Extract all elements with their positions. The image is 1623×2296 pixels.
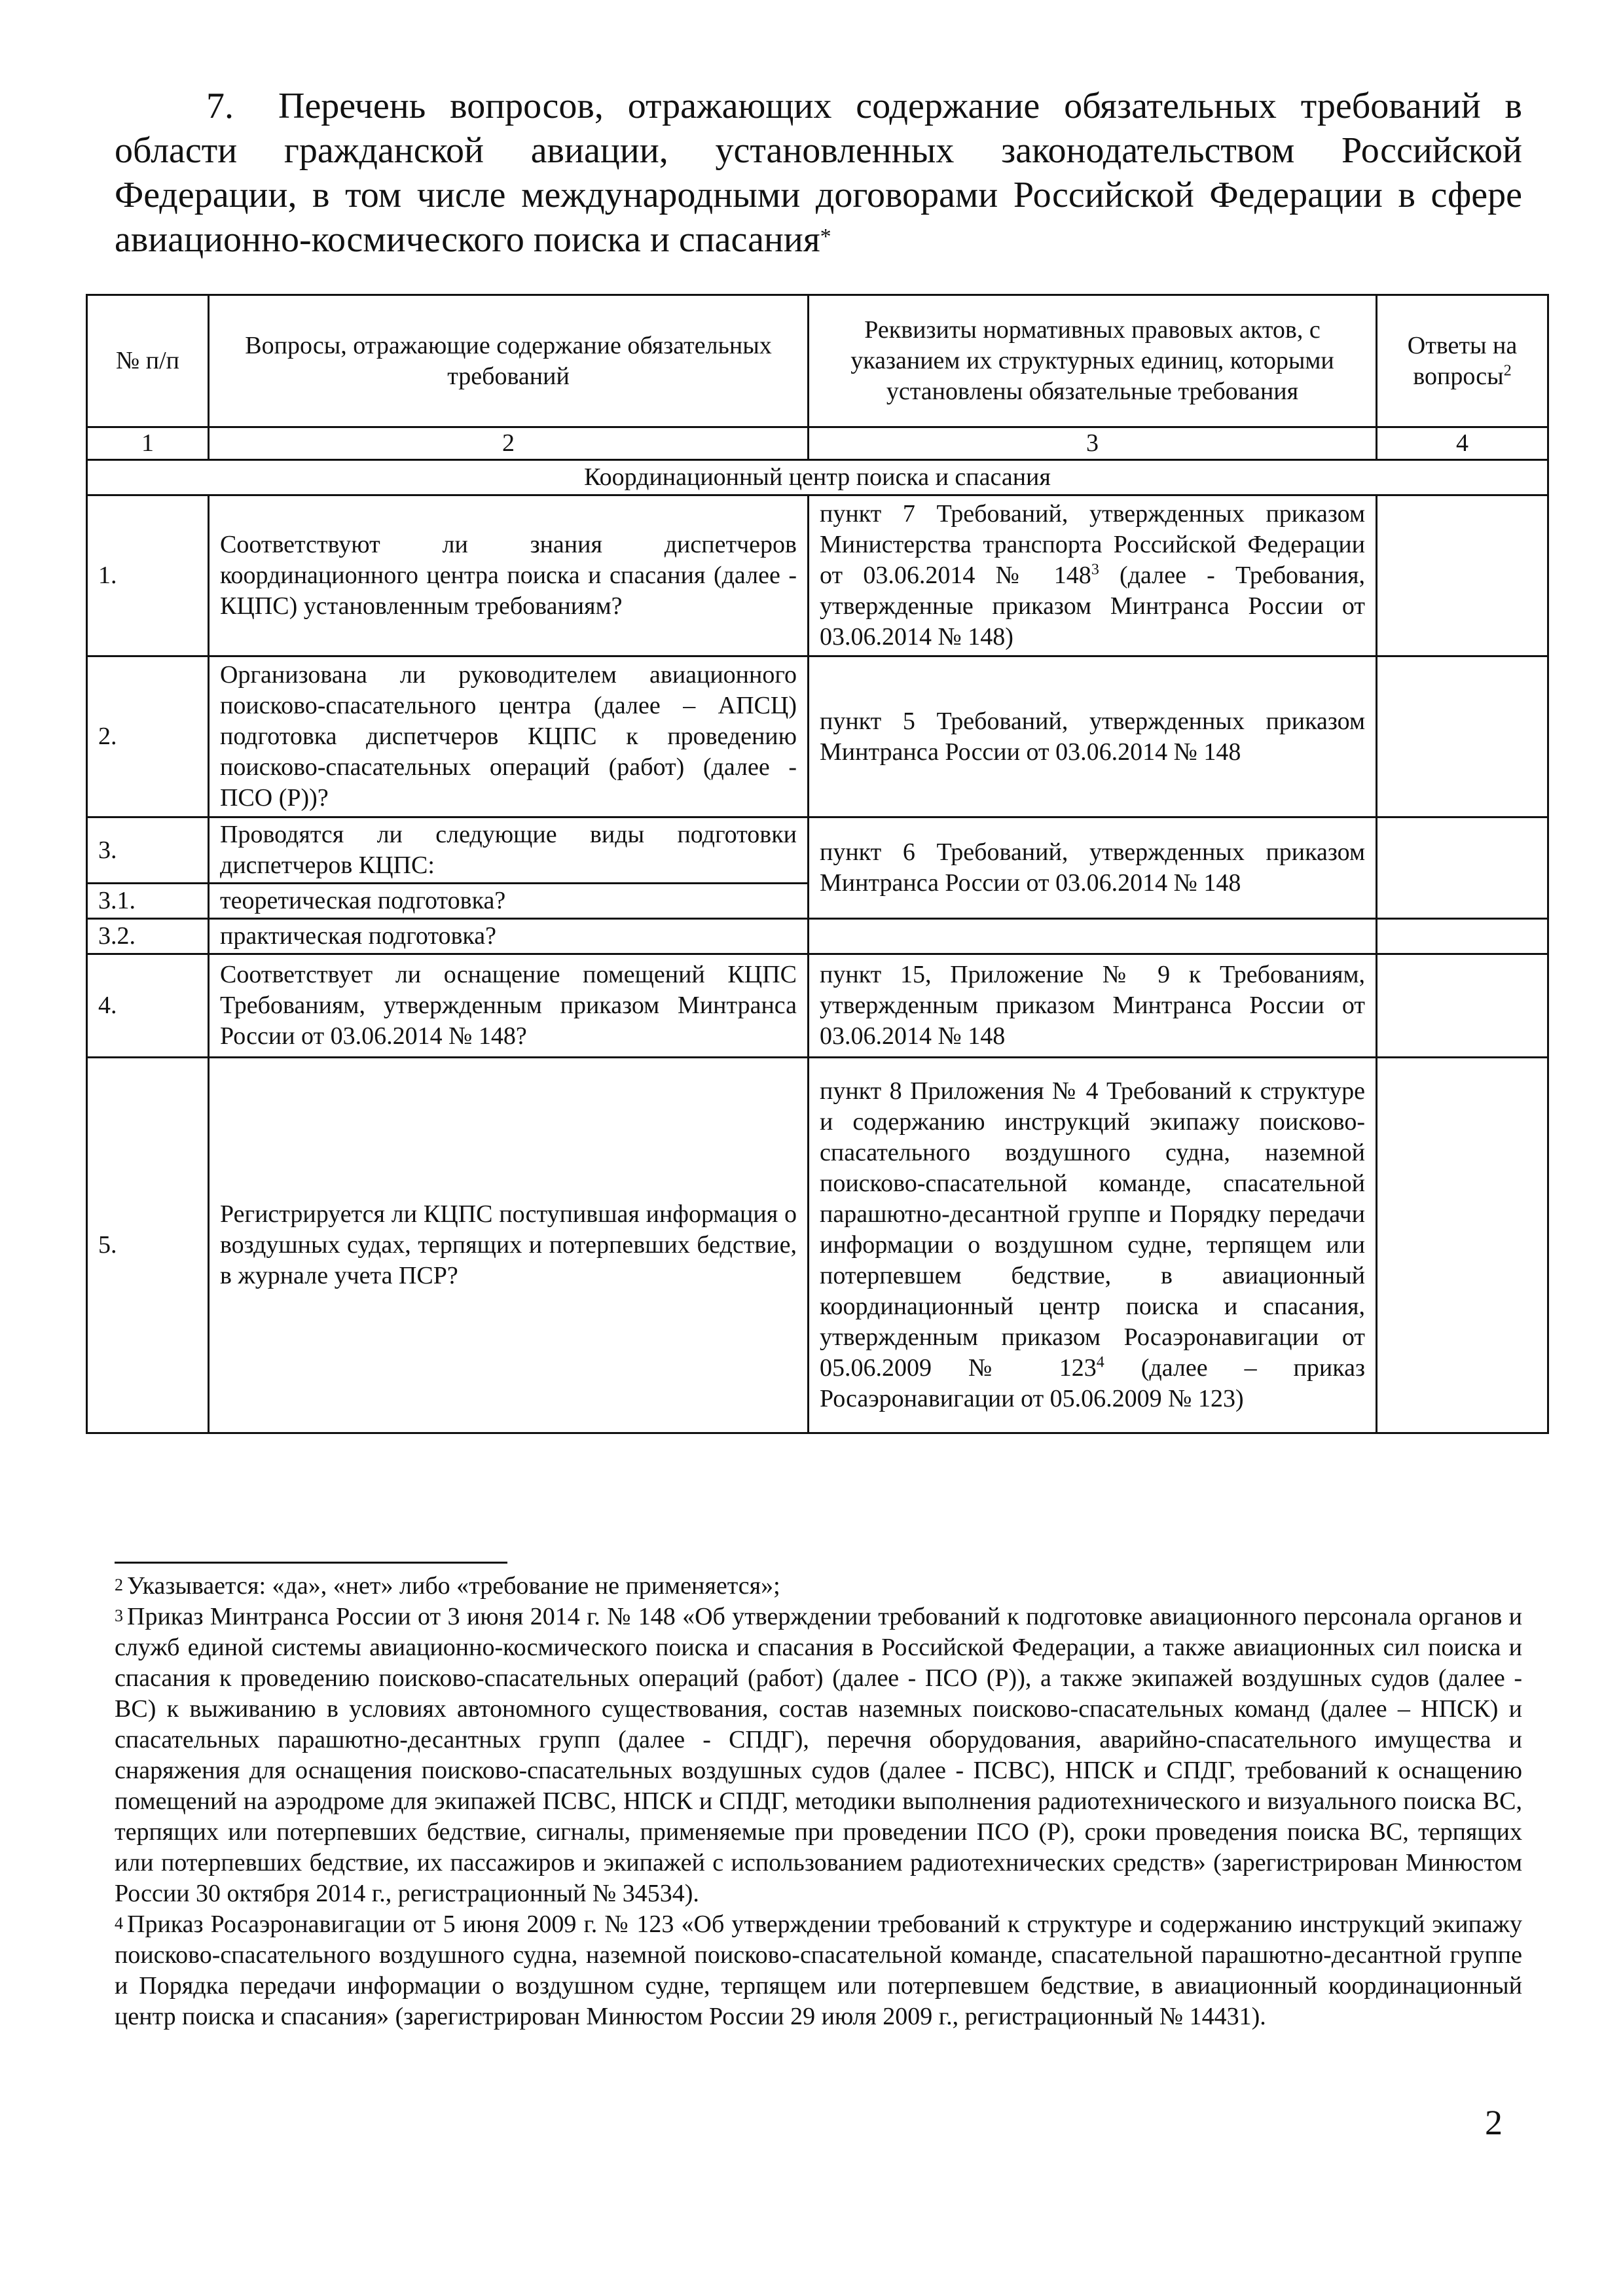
- footnote-ref: 3: [1091, 561, 1099, 579]
- header-answers: [1377, 295, 1548, 427]
- row-number: 3.1.: [87, 884, 209, 919]
- footnote-divider: [115, 1562, 507, 1564]
- row-question: теоретическая подготовка?: [209, 884, 809, 919]
- footnote-text: Приказ Росаэронавигации от 5 июня 2009 г. № 123 «Об утверждении требований к структуре и содержанию инструкций экипажу поисково-спасательного воздушного судна, наземной поисково-спасательной команде, спасательной парашютно-десантной группе и Порядка передачи информации о воздушном судне, терпящем или потерпевшем бедствие, в авиационный координационный центр поиска и спасания» (зарегистрирован Минюстом России 29 июля 2009 г., регистрационный № 14431).: [115, 1910, 1522, 2030]
- row-answer: [1377, 495, 1548, 656]
- header-references: Реквизиты нормативных правовых актов, с указанием их структурных единиц, которыми установлены обязательные требования: [809, 295, 1377, 427]
- section-row: [87, 460, 1548, 495]
- row-reference-text: пункт 7 Требований, утвержденных приказом Министерства транспорта Российской Федерации от 03.06.2014 № 148: [820, 500, 1365, 589]
- header-answers-sup: 2: [1503, 361, 1512, 379]
- row-question: Соответствует ли оснащение помещений КЦПС Требованиям, утвержденным приказом Минтранса России от 03.06.2014 № 148?: [209, 954, 809, 1058]
- table-row: [87, 656, 1548, 817]
- row-question: Организована ли руководителем авиационного поисково-спасательного центра (далее – АПСЦ) подготовка диспетчеров КЦПС к проведению поисково-спасательных операций (работ) (далее - ПСО (Р))?: [209, 656, 809, 817]
- row-number: 3.2.: [87, 919, 209, 954]
- column-number: 2: [209, 427, 809, 460]
- page-number: 2: [1485, 2103, 1503, 2142]
- table-header-row: [87, 295, 1548, 427]
- footnote-mark: 2: [115, 1575, 123, 1594]
- footnote-text: Указывается: «да», «нет» либо «требование не применяется»;: [127, 1572, 780, 1600]
- section-heading: [115, 84, 1522, 262]
- table-row: [87, 954, 1548, 1058]
- row-answer: [1377, 954, 1548, 1058]
- heading-text: Перечень вопросов, отражающих содержание обязательных требований в области гражданской авиации, установленных законодательством Российской Федерации, в том числе международными договорами Российской Федерации в сфере авиационно-космического поиска и спасания: [115, 86, 1522, 260]
- row-number: 1.: [87, 495, 209, 656]
- column-number: 4: [1377, 427, 1548, 460]
- footnote-ref: 4: [1096, 1354, 1104, 1371]
- table-row: [87, 817, 1548, 884]
- row-question: Соответствуют ли знания диспетчеров координационного центра поиска и спасания (далее - КЦПС) установленным требованиям?: [209, 495, 809, 656]
- row-reference: [809, 495, 1377, 656]
- row-reference: пункт 6 Требований, утвержденных приказом Минтранса России от 03.06.2014 № 148: [809, 817, 1377, 919]
- row-answer: [1377, 1058, 1548, 1433]
- row-reference-text: (далее – приказ Росаэронавигации от 05.06.2009 № 123): [820, 1354, 1365, 1412]
- table-row: [87, 919, 1548, 954]
- row-reference-text: (далее - Требования, утвержденные приказом Минтранса России от 03.06.2014 № 148): [820, 562, 1365, 651]
- footnote-text: Приказ Минтранса России от 3 июня 2014 г. № 148 «Об утверждении требований к подготовке авиационного персонала органов и служб единой системы авиационно-космического поиска и спасания в Российской Федерации, а также авиационных сил поиска и спасания к проведению поисково-спасательных операций (работ) (далее - ПСО (Р)), а также экипажей воздушных судов (далее - ВС) к выживанию в условиях автономного существования, состав наземных поисково-спасательных команд (далее – НПСК) и спасательных парашютно-десантных групп (далее - СПДГ), перечня оборудования, аварийно-спасательного имущества и снаряжения для оснащения поисково-спасательных воздушных судов (далее - ПСВС), НПСК и СПДГ, требований к оснащению помещений на аэродроме для экипажей ПСВС, НПСК и СПДГ, методики выполнения радиотехнического и визуального поиска ВС, терпящих или потерпевших бедствие, сигналы, применяемые при проведении ПСО (Р), сроки проведения поиска ВС, терпящих или потерпевших бедствие, их пассажиров и экипажей с использованием радиотехнических средств» (зарегистрирован Минюстом России 30 октября 2014 г., регистрационный № 34534).: [115, 1603, 1522, 1907]
- row-number: 2.: [87, 656, 209, 817]
- header-questions: Вопросы, отражающие содержание обязательных требований: [209, 295, 809, 427]
- row-question: Проводятся ли следующие виды подготовки диспетчеров КЦПС:: [209, 817, 809, 884]
- heading-number: 7.: [206, 86, 234, 126]
- row-answer: [1377, 817, 1548, 919]
- row-number: 3.: [87, 817, 209, 884]
- footnote: [115, 1602, 1522, 1909]
- column-number: 3: [809, 427, 1377, 460]
- table-row: [87, 1058, 1548, 1433]
- row-reference: [809, 1058, 1377, 1433]
- row-number: 5.: [87, 1058, 209, 1433]
- section-title: Координационный центр поиска и спасания: [87, 460, 1548, 495]
- footnote: [115, 1909, 1522, 2032]
- column-number: 1: [87, 427, 209, 460]
- row-reference: пункт 5 Требований, утвержденных приказом Минтранса России от 03.06.2014 № 148: [809, 656, 1377, 817]
- table-row: [87, 495, 1548, 656]
- row-reference-text: пункт 8 Приложения № 4 Требований к структуре и содержанию инструкций экипажу поисково-спасательного воздушного судна, наземной поисково-спасательной команде, спасательной парашютно-десантной группе и Порядку передачи информации о воздушном судне, терпящем или потерпевшем бедствие, в авиационный координационный центр поиска и спасания, утвержденным приказом Росаэронавигации от 05.06.2009 № 123: [820, 1077, 1365, 1382]
- column-number-row: [87, 427, 1548, 460]
- header-answers-text: Ответы на вопросы: [1407, 331, 1518, 390]
- heading-mark: *: [820, 224, 831, 249]
- row-answer: [1377, 656, 1548, 817]
- row-question: Регистрируется ли КЦПС поступившая информация о воздушных судах, терпящих и потерпевших бедствие, в журнале учета ПСР?: [209, 1058, 809, 1433]
- requirements-table: [86, 294, 1549, 1434]
- header-number: № п/п: [87, 295, 209, 427]
- row-answer: [1377, 919, 1548, 954]
- row-reference: пункт 15, Приложение № 9 к Требованиям, утвержденным приказом Минтранса России от 03.06.2014 № 148: [809, 954, 1377, 1058]
- footnote: [115, 1571, 1522, 1602]
- footnote-mark: 3: [115, 1606, 123, 1625]
- row-number: 4.: [87, 954, 209, 1058]
- row-question: практическая подготовка?: [209, 919, 809, 954]
- row-reference: [809, 919, 1377, 954]
- footnote-mark: 4: [115, 1914, 123, 1933]
- footnotes: [115, 1571, 1522, 2032]
